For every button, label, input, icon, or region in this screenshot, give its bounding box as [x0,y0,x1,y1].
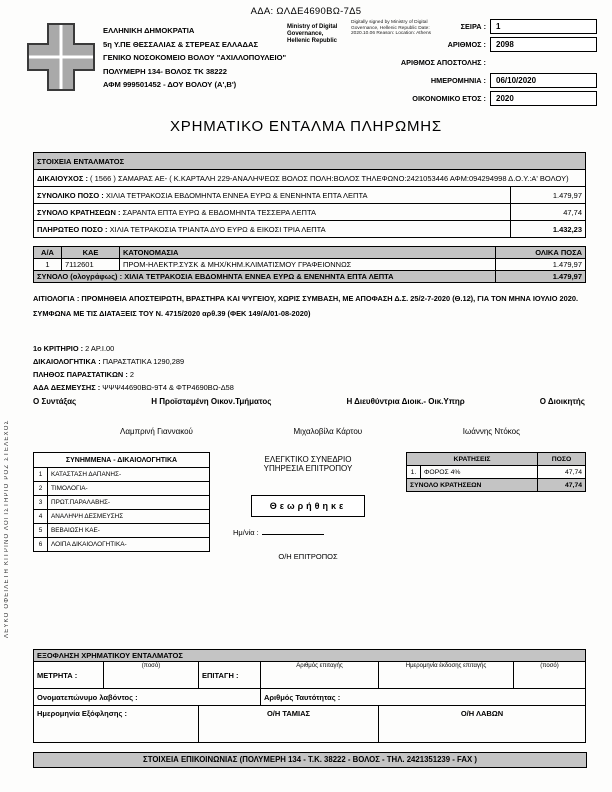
copy-colors-note: ΛΕΥΚΟ ΟΦΕΙΛΕΤΗ ΚΙΤΡΙΝΟ ΛΟΓΙΣΤΗΡΙΟ ΡΟΖ ΣΤΕΛΕΧΟΣ [4,419,10,638]
beneficiary-row [34,170,586,187]
audit-date-blank-line [262,526,324,535]
deductions-total-row-label: ΣΥΝΟΛΟ ΚΡΑΤΗΣΕΩΝ [407,479,538,492]
signature-title-dioikitis: Ο Διοικητής [539,397,585,406]
justification-law-reference: ΣΥΜΦΩΝΑ ΜΕ ΤΙΣ ΔΙΑΤΑΞΕΙΣ ΤΟΥ Ν. 4715/2020 αρθ.39 (ΦΕΚ 149/Α/01-08-2020) [33,308,311,318]
detail-line-dikaiologitika [33,357,234,366]
field-arithmos-label: ΑΡΙΘΜΟΣ : [447,39,486,49]
items-total-amount: 1.479,97 [496,271,586,283]
beneficiary-value: ( 1566 ) ΣΑΜΑΡΑΣ ΑΕ- ( Κ.ΚΑΡΤΑΛΗ 229-ΑΝΑΛΗΨΕΩΣ ΒΟΛΟΣ ΠΟΛΗ:ΒΟΛΟΣ ΤΗΛΕΦΩΝΟ:2421053446 ΑΦΜ:094294998 Δ.Ο.Υ.:Α' ΒΟΛΟΥ) [90,173,569,183]
deductions-total-words: ΣΑΡΑΝΤΑ ΕΠΤΑ ΕΥΡΩ & ΕΒΔΟΜΗΝΤΑ ΤΕΣΣΕΡΑ ΛΕΠΤΑ [122,207,316,217]
field-fiscal-year [386,89,597,107]
justification-text: ΠΡΟΜΗΘΕΙΑ ΑΠΟΣΤΕΙΡΩΤΗ, ΒΡΑΣΤΗΡΑ ΚΑΙ ΨΥΓΕΙΟΥ, ΧΩΡΙΣ ΣΥΜΒΑΣΗ, ΜΕ ΑΠΟΦΑΣΗ Δ.Σ. 25/2-7-2020 (Θ.12), ΓΙΑ ΤΟΝ ΜΗΝΑ ΙΟΥΛΙΟ 2020. [81,294,579,303]
attachment-row [34,468,210,482]
deduction-row [407,466,586,479]
field-apostoli-value [490,55,597,70]
justification-label: ΑΙΤΙΟΛΟΓΙΑ : [33,294,80,303]
field-apostoli-label: ΑΡΙΘΜΟΣ ΑΠΟΣΤΟΛΗΣ : [400,57,486,67]
hospital-name: ΓΕΝΙΚΟ ΝΟΣΟΚΟΜΕΙΟ ΒΟΛΟΥ "ΑΧΙΛΛΟΠΟΥΛΕΙΟ" [103,53,287,63]
attachments-title: ΣΥΝΗΜΜΕΝΑ - ΔΙΚΑΙΟΛΟΓΗΤΙΚΑ [34,453,210,468]
digital-signature-stamp: Digitally signed by Ministry of Digital Governance, Hellenic Republic Date: 2020.10.06 Reason: Location: Athens [351,20,432,37]
items-table [33,246,586,283]
payment-method-row [34,662,586,689]
audit-court-line: ΕΛΕΓΚΤΙΚΟ ΣΥΝΕΔΡΙΟ [264,455,352,464]
audit-date-field [213,526,403,537]
cheque-number-header: Αριθμός επιταγής [261,662,379,689]
voucher-details-table [33,152,586,238]
deduction-name: ΦΟΡΟΣ 4% [421,466,538,479]
total-amount-row [34,187,586,204]
settlement-date-label: Ημερομηνία Εξόφλησης : [34,706,199,743]
field-fiscal-year-value: 2020 [490,91,597,106]
item-aa: 1 [34,259,62,271]
signature-title-dieythintria: Η Διευθύντρια Διοικ.- Οικ.Υπηρ [346,397,465,406]
justification [33,294,581,319]
items-header-row [34,247,586,259]
attachment-label: ΤΙΜΟΛΟΓΙΑ- [48,482,210,496]
payable-amount-label: ΠΛΗΡΩΤΕΟ ΠΟΣΟ : [37,224,108,234]
cheque-date-header: Ημερομηνία έκδοσης επιταγής [379,662,514,689]
organization-header [103,27,318,95]
attachment-num: 6 [34,538,48,552]
republic-line: ΕΛΛΗΝΙΚΗ ΔΗΜΟΚΡΑΤΙΑ [103,26,195,35]
recipient-row [34,689,586,706]
field-date-value: 06/10/2020 [490,73,597,88]
deductions-total-value: 47,74 [511,204,586,221]
deduction-amount: 47,74 [538,466,586,479]
payable-amount-value: 1.432,23 [511,221,586,238]
signature-title-syntaxas: Ο Συντάξας [33,397,77,406]
ministry-signature-label: Ministry of Digital Governance, Hellenic Republic [287,24,338,45]
audit-section [213,455,403,561]
attachment-label: ΛΟΙΠΑ ΔΙΚΑΙΟΛΟΓΗΤΙΚΑ- [48,538,210,552]
signature-names [120,427,520,436]
attachments-header-row [34,453,210,468]
signature-titles [33,397,585,406]
attachment-label: ΑΝΑΛΗΨΗ ΔΕΣΜΕΥΣΗΣ [48,510,210,524]
item-row [34,259,586,271]
attachment-row [34,524,210,538]
item-name: ΠΡΟΜ-ΗΛΕΚΤΡ.ΣΥΣΚ & ΜΗΧ/ΚΗΜ.ΚΛΙΜΑΤΙΣΜΟΥ ΓΡΑΦΕΙΟΝΝΩΣ [120,259,496,271]
detail-ada-label: ΑΔΑ ΔΕΣΜΕΥΣΗΣ : [33,383,101,392]
deductions-total-row [407,479,586,492]
deductions-total-label: ΣΥΝΟΛΟ ΚΡΑΤΗΣΕΩΝ : [37,207,121,217]
detail-plithos-value: 2 [129,370,134,379]
recipient-name-label: Ονοματεπώνυμο λαβόντος : [34,689,261,706]
payment-settlement-table [33,649,586,743]
payable-amount-words: ΧΙΛΙΑ ΤΕΤΡΑΚΟΣΙΑ ΤΡΙΑΝΤΑ ΔΥΟ ΕΥΡΩ & ΕΙΚΟΣΙ ΤΡΙΑ ΛΕΠΤΑ [109,224,326,234]
item-kae: 7112601 [62,259,120,271]
field-fiscal-year-label: ΟΙΚΟΝΟΜΙΚΟ ΕΤΟΣ : [412,93,486,103]
attachment-row [34,482,210,496]
detail-dikaiologitika-value: ΠΑΡΑΣΤΑΤΙΚΑ 1290,289 [102,357,185,366]
contact-footer: ΣΤΟΙΧΕΙΑ ΕΠΙΚΟΙΝΩΝΙΑΣ (ΠΟΛΥΜΕΡΗ 134 - Τ.Κ. 38222 - ΒΟΛΟΣ - ΤΗΛ. 2421351239 - FAX ) [33,752,587,768]
detail-ada-value: ΨΨΨ44690ΒΩ-9Τ4 & ΦΤΡ4690ΒΩ-Δ58 [102,383,234,392]
detail-line-plithos [33,370,234,379]
region-line: 5η Υ.ΠΕ ΘΕΣΣΑΛΙΑΣ & ΣΤΕΡΕΑΣ ΕΛΛΑΔΑΣ [103,39,259,49]
field-seira-value: 1 [490,19,597,34]
cash-amount-hint: (ποσό) [104,662,199,689]
header-fields [386,17,597,107]
detail-line-ada-desmeysis [33,383,234,392]
commissioner-label: Ο/Η ΕΠΙΤΡΟΠΟΣ [278,552,338,561]
attachment-row [34,538,210,552]
attachments-table [33,452,210,552]
attachment-num: 1 [34,468,48,482]
signature-name-1: Λαμπρινή Γιαννακού [120,427,193,436]
payment-section-header [34,650,586,662]
hospital-address: ΠΟΛΥΜΕΡΗ 134- ΒΟΛΟΣ ΤΚ 38222 [103,66,227,76]
attachment-label: ΠΡΩΤ.ΠΑΡΑΛΑΒΗΣ- [48,496,210,510]
recipient-id-label: Αριθμός Ταυτότητας : [261,689,586,706]
audit-date-label: Ημ/νία : [233,528,259,537]
detail-plithos-label: ΠΛΗΘΟΣ ΠΑΡΑΣΤΑΤΙΚΩΝ : [33,370,128,379]
cheque-amount-hint: (ποσό) [514,662,586,689]
hospital-afm: ΑΦΜ 999501452 - ΔΟΥ ΒΟΛΟΥ (Α',Β') [103,80,237,90]
items-total-row [34,271,586,283]
attachment-num: 3 [34,496,48,510]
deductions-header-row [407,453,586,466]
attachment-num: 2 [34,482,48,496]
detail-dikaiologitika-label: ΔΙΚΑΙΟΛΟΓΗΤΙΚΑ : [33,357,101,366]
deductions-table [406,452,586,492]
attachment-row [34,510,210,524]
detail-lines [33,344,234,396]
deduction-num: 1. [407,466,421,479]
payment-section-title: ΕΞΟΦΛΗΣΗ ΧΡΗΜΑΤΙΚΟΥ ΕΝΤΑΛΜΑΤΟΣ [34,650,586,662]
total-amount-words: ΧΙΛΙΑ ΤΕΤΡΑΚΟΣΙΑ ΕΒΔΟΜΗΝΤΑ ΕΝΝΕΑ ΕΥΡΩ & ΕΝΕΝΗΝΤΑ ΕΠΤΑ ΛΕΠΤΑ [105,190,368,200]
deductions-header-name: ΚΡΑΤΗΣΕΙΣ [407,453,538,466]
field-seira [386,17,597,35]
cheque-label: ΕΠΙΤΑΓΗ : [199,662,261,689]
cashier-label: Ο/Η ΤΑΜΙΑΣ [199,706,379,743]
attachment-label: ΚΑΤΑΣΤΑΣΗ ΔΑΠΑΝΗΣ- [48,468,210,482]
item-amount: 1.479,97 [496,259,586,271]
deductions-header-amount: ΠΟΣΟ [538,453,586,466]
deductions-total-row-amount: 47,74 [538,479,586,492]
detail-kritirio-label: 1ο ΚΡΙΤΗΡΙΟ : [33,344,84,353]
items-total-label: ΣΥΝΟΛΟ (ολογράφως) : ΧΙΛΙΑ ΤΕΤΡΑΚΟΣΙΑ ΕΒΔΟΜΗΝΤΑ ΕΝΝΕΑ ΕΥΡΩ & ΕΝΕΝΗΝΤΑ ΕΠΤΑ ΛΕΠΤΑ [34,271,496,283]
field-seira-label: ΣΕΙΡΑ : [460,21,486,31]
items-header-amount: ΟΛΙΚΑ ΠΟΣΑ [496,247,586,259]
items-header-kae: ΚΑΕ [62,247,120,259]
hospital-cross-logo [26,22,96,92]
total-amount-label: ΣΥΝΟΛΙΚΟ ΠΟΣΟ : [37,190,104,200]
attachment-label: ΒΕΒΑΙΩΣΗ ΚΑΕ- [48,524,210,538]
field-date [386,71,597,89]
audit-service-line: ΥΠΗΡΕΣΙΑ ΕΠΙΤΡΟΠΟΥ [263,464,353,473]
voucher-section-title: ΣΤΟΙΧΕΙΑ ΕΝΤΑΛΜΑΤΟΣ [34,153,586,170]
attachment-num: 5 [34,524,48,538]
detail-line-kritirio [33,344,234,353]
approval-stamp-box: Θεωρήθηκε [251,495,365,517]
cash-label: ΜΕΤΡΗΤΑ : [34,662,104,689]
attachment-row [34,496,210,510]
settlement-signatures-row [34,706,586,743]
signature-title-proistameni: Η Προϊσταμένη Οικον.Τμήματος [151,397,272,406]
items-header-name: ΚΑΤΟΝΟΜΑΣΙΑ [120,247,496,259]
detail-kritirio-value: 2 ΑΡ.Ι.00 [85,344,115,353]
field-arithmos [386,35,597,53]
document-title: ΧΡΗΜΑΤΙΚΟ ΕΝΤΑΛΜΑ ΠΛΗΡΩΜΗΣ [170,118,442,135]
total-amount-value: 1.479,97 [511,187,586,204]
beneficiary-label: ΔΙΚΑΙΟΥΧΟΣ : [37,173,88,183]
payable-amount-row [34,221,586,238]
signature-name-3: Ιωάννης Ντόκος [462,427,520,436]
signature-name-2: Μιχαλοβίλα Κάρτου [293,427,363,436]
deductions-total-row [34,204,586,221]
field-date-label: ΗΜΕΡΟΜΗΝΙΑ : [430,75,486,85]
field-arithmos-value: 2098 [490,37,597,52]
receiver-label: Ο/Η ΛΑΒΩΝ [379,706,586,743]
voucher-section-header [34,153,586,170]
items-header-aa: Α/Α [34,247,62,259]
field-apostoli [386,53,597,71]
attachment-num: 4 [34,510,48,524]
ada-number: ΑΔΑ: ΩΛΔΕ4690ΒΩ-7Δ5 [250,6,362,17]
